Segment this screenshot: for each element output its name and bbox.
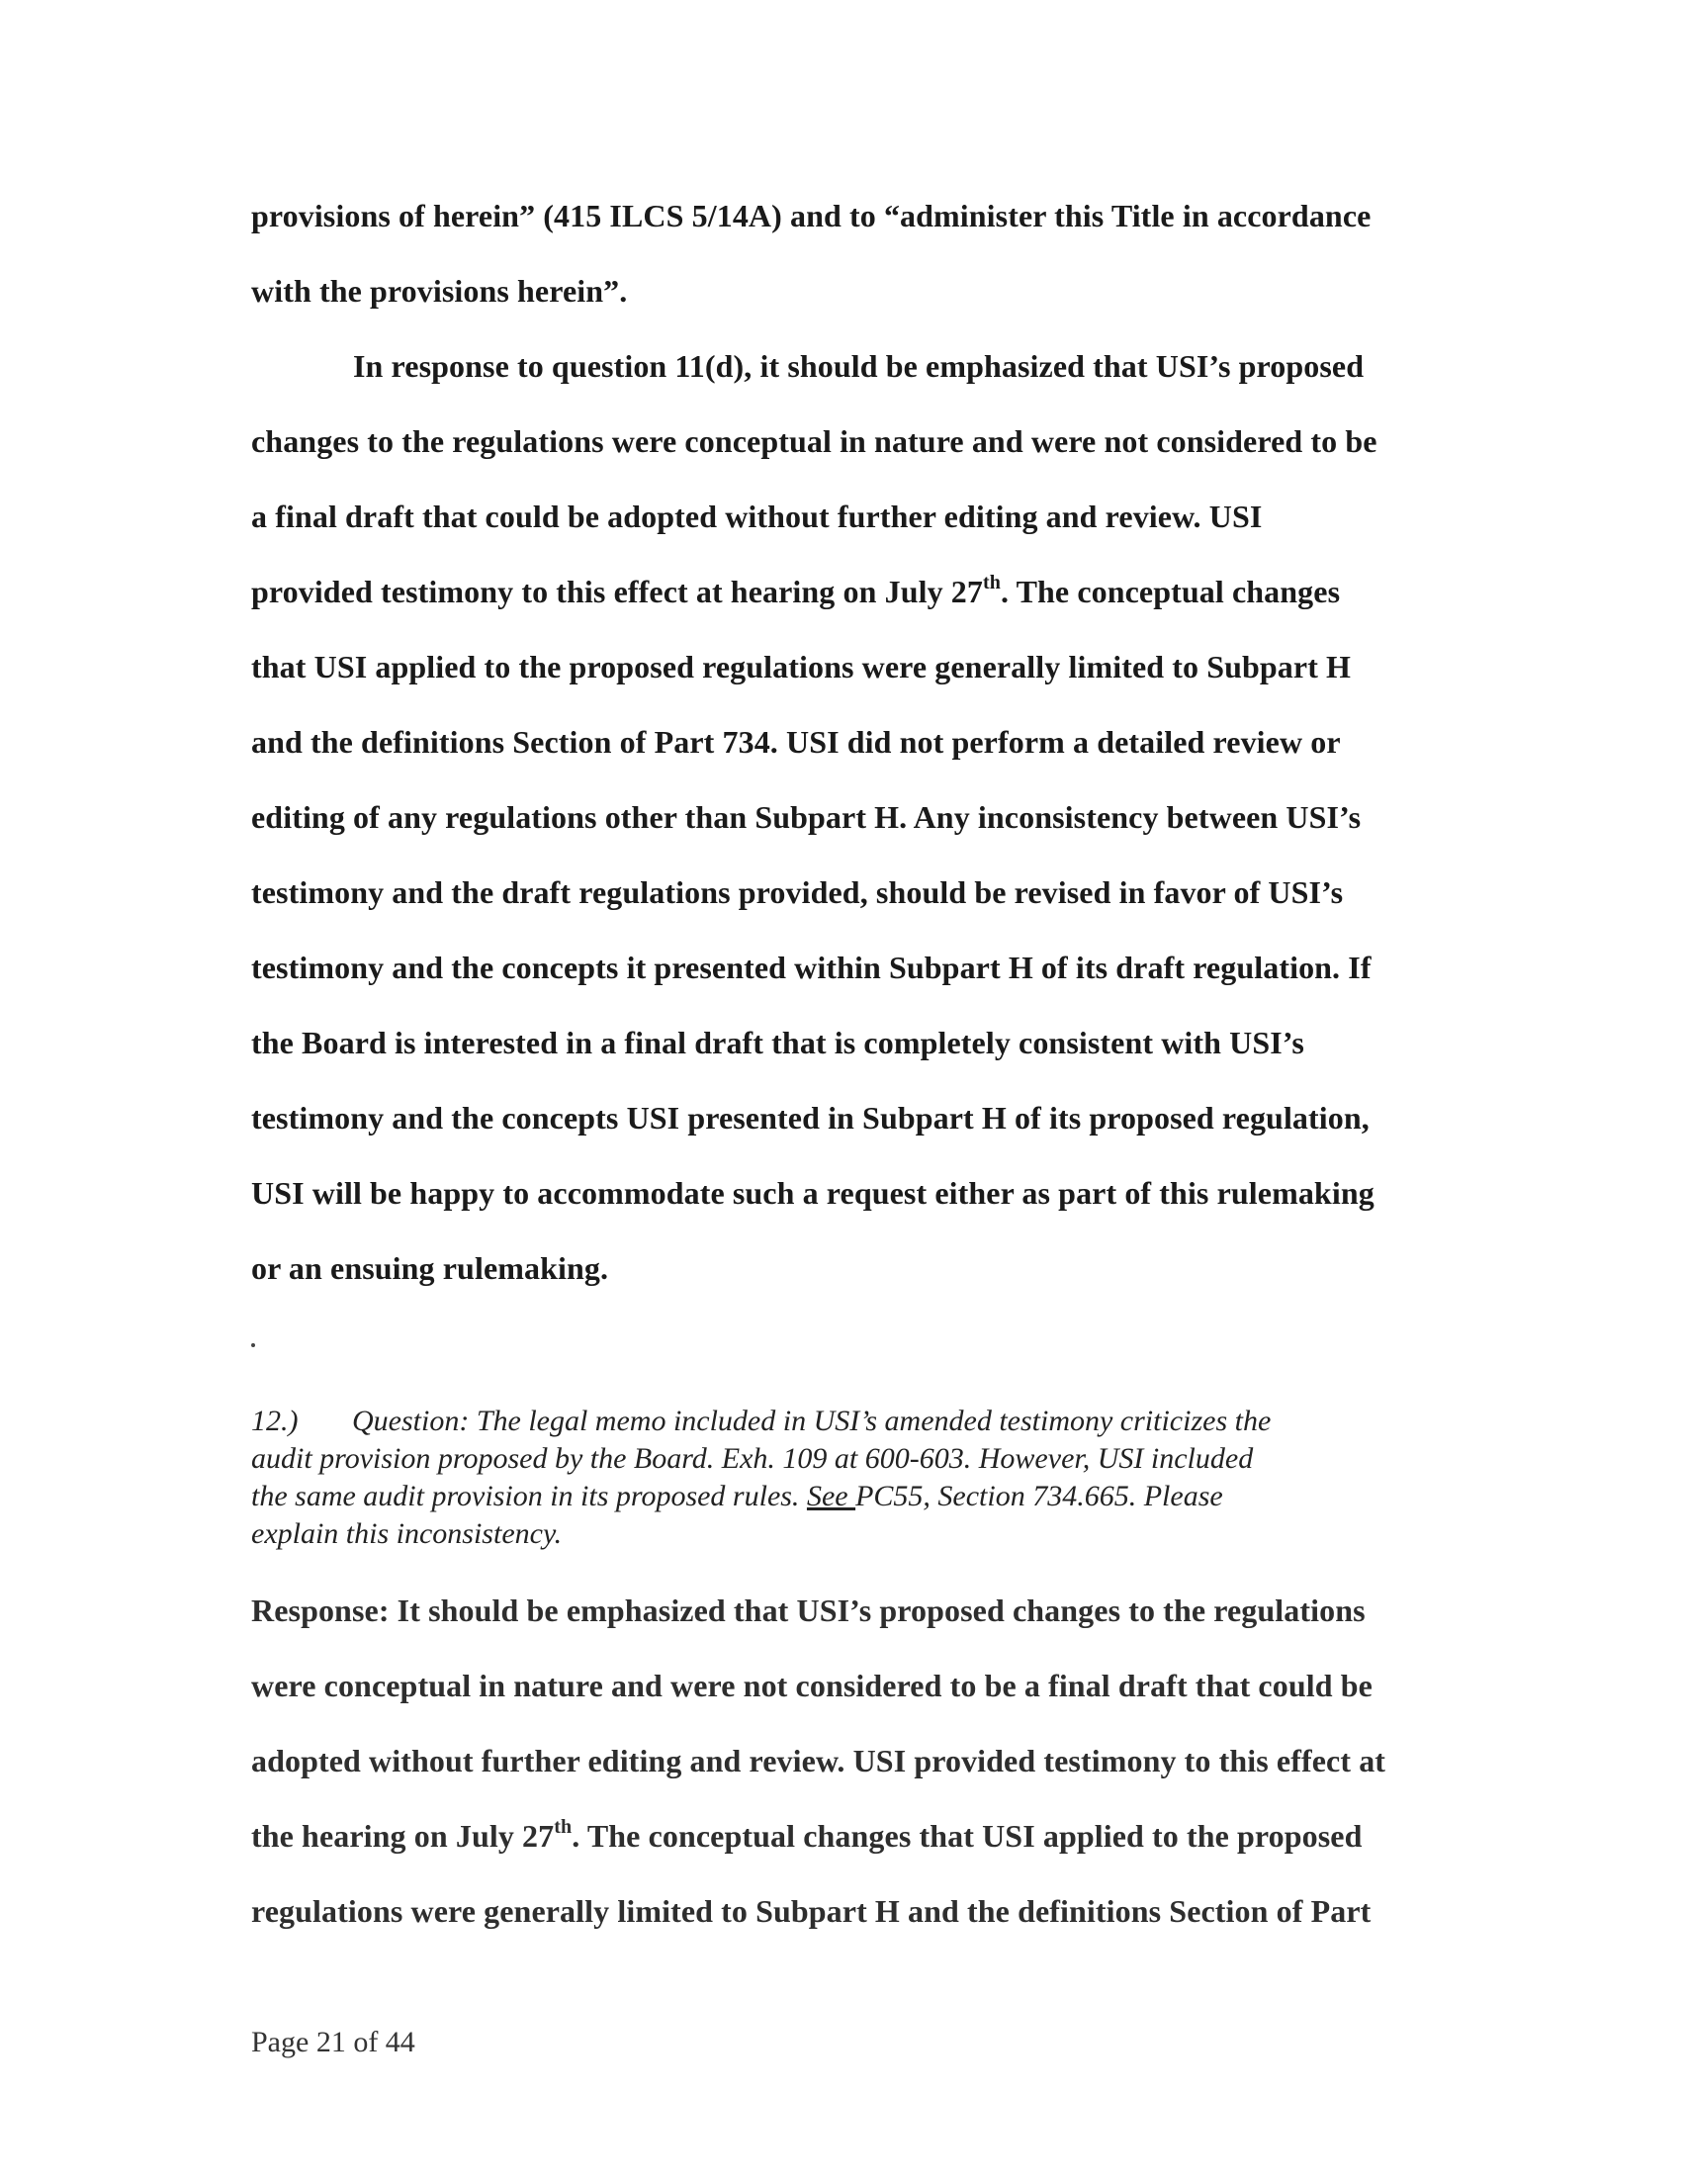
response-line: regulations were generally limited to Subpart H and the definitions Section of Part bbox=[251, 1893, 1372, 1929]
paragraph-line: with the provisions herein”. bbox=[251, 273, 628, 309]
stray-mark bbox=[251, 1343, 255, 1347]
question-text: the same audit provision in its proposed rules. bbox=[251, 1480, 807, 1512]
paragraph-line bbox=[251, 572, 1340, 611]
paragraph-line: or an ensuing rulemaking. bbox=[251, 1250, 609, 1286]
paragraph-line: and the definitions Section of Part 734. USI did not perform a detailed review or bbox=[251, 724, 1341, 760]
response-line: adopted without further editing and review. USI provided testimony to this effect at bbox=[251, 1743, 1386, 1778]
paragraph-line: testimony and the concepts USI presented in Subpart H of its proposed regulation, bbox=[251, 1100, 1370, 1136]
line-text: provided testimony to this effect at hearing on July 27 bbox=[251, 574, 983, 609]
superscript: th bbox=[982, 572, 1001, 594]
paragraph-line: testimony and the draft regulations provided, should be revised in favor of USI’s bbox=[251, 874, 1344, 910]
question-line bbox=[251, 1403, 1271, 1440]
question-text: Question: The legal memo included in USI’s amended testimony criticizes the bbox=[352, 1405, 1272, 1437]
question-line bbox=[251, 1478, 1223, 1515]
paragraph-line: the Board is interested in a final draft that is completely consistent with USI’s bbox=[251, 1025, 1304, 1060]
response-line: were conceptual in nature and were not considered to be a final draft that could be bbox=[251, 1668, 1373, 1703]
paragraph-line: a final draft that could be adopted without further editing and review. USI bbox=[251, 499, 1263, 534]
line-text: . The conceptual changes bbox=[1000, 574, 1341, 609]
see-citation: See bbox=[806, 1480, 856, 1512]
paragraph-line: provisions of herein” (415 ILCS 5/14A) and to “administer this Title in accordance bbox=[251, 198, 1372, 233]
superscript: th bbox=[554, 1816, 573, 1839]
question-text: PC55, Section 734.665. Please bbox=[855, 1480, 1223, 1512]
page-number: Page 21 of 44 bbox=[251, 2026, 415, 2058]
response-line bbox=[251, 1816, 1363, 1856]
paragraph-line: In response to question 11(d), it should be emphasized that USI’s proposed bbox=[353, 348, 1365, 384]
line-text: the hearing on July 27 bbox=[251, 1818, 555, 1854]
question-number: 12.) bbox=[251, 1405, 299, 1437]
question-line: audit provision proposed by the Board. Exh. 109 at 600-603. However, USI included bbox=[251, 1442, 1254, 1475]
paragraph-line: USI will be happy to accommodate such a request either as part of this rulemaking bbox=[251, 1175, 1375, 1211]
paragraph-line: testimony and the concepts it presented within Subpart H of its draft regulation. If bbox=[251, 950, 1372, 985]
line-text: . The conceptual changes that USI applied to the proposed bbox=[572, 1818, 1363, 1854]
paragraph-line: editing of any regulations other than Subpart H. Any inconsistency between USI’s bbox=[251, 799, 1362, 835]
question-line: explain this inconsistency. bbox=[251, 1517, 563, 1550]
response-line: Response: It should be emphasized that USI’s proposed changes to the regulations bbox=[251, 1592, 1366, 1628]
paragraph-line: changes to the regulations were conceptual in nature and were not considered to be bbox=[251, 423, 1377, 459]
paragraph-line: that USI applied to the proposed regulations were generally limited to Subpart H bbox=[251, 649, 1352, 684]
